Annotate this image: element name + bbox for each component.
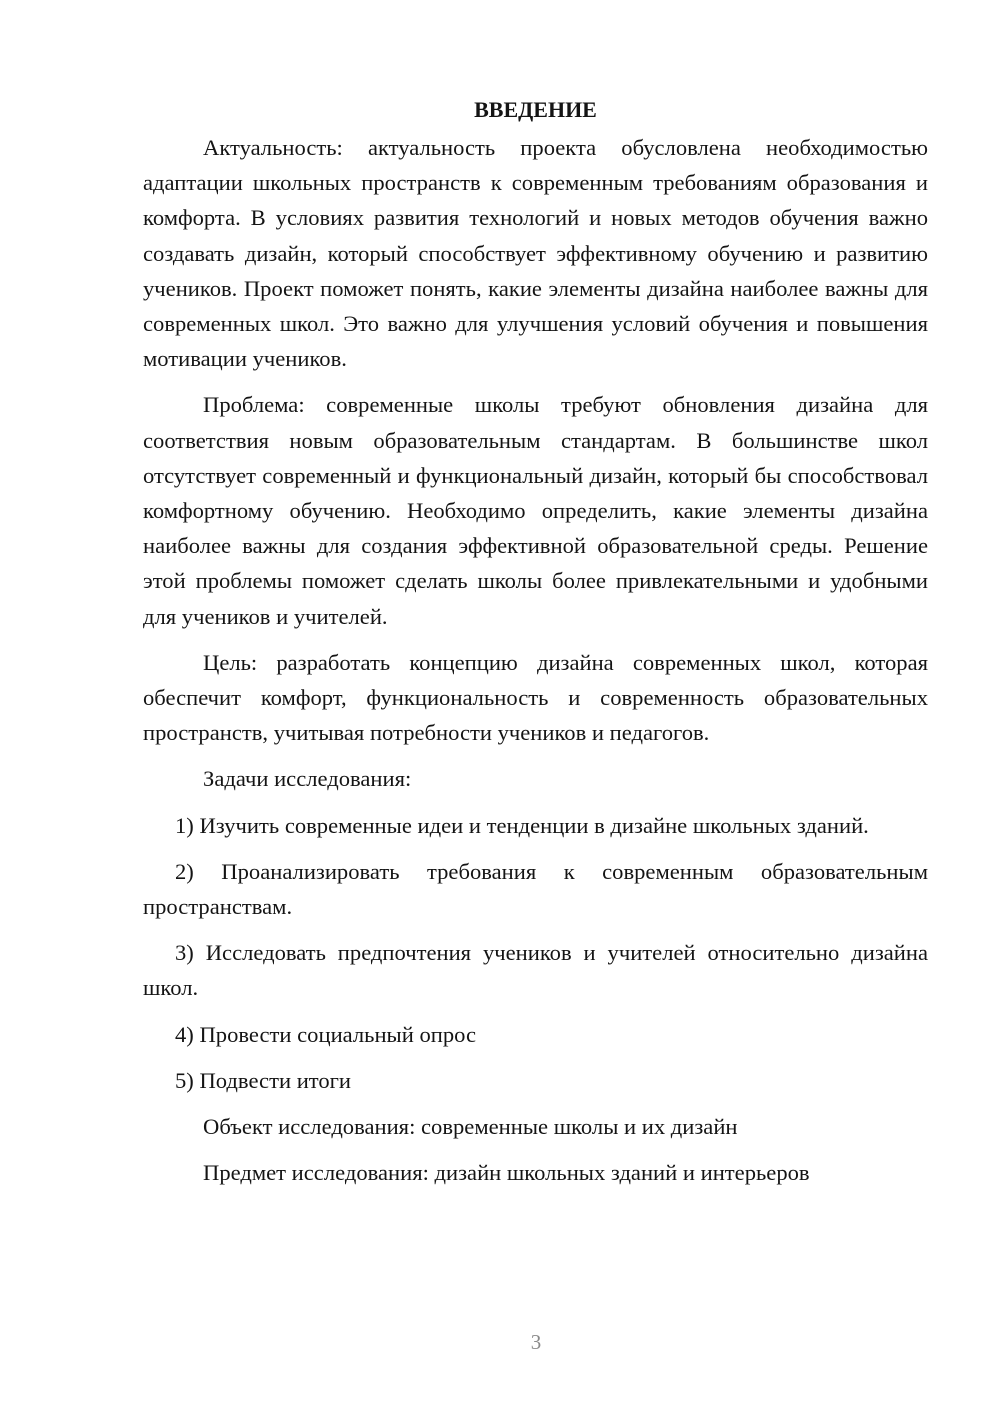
page-number: 3 bbox=[530, 1330, 542, 1354]
task-item-1: 1) Изучить современные идеи и тенденции в дизайне школьных зданий. bbox=[175, 812, 869, 838]
research-object: Объект исследования: современные школы и их дизайн bbox=[203, 1114, 738, 1140]
task-item-5: 5) Подвести итоги bbox=[175, 1067, 352, 1093]
tasks-title: Задачи исследования: bbox=[203, 766, 412, 792]
task-item-3: 3) Исследовать предпочтения учеников и учителей относительно дизайна школ. bbox=[143, 940, 928, 1001]
goal-paragraph: Цель: разработать концепцию дизайна современных школ, которая обеспечит комфорт, функциональность и современность образовательных пространств, учитывая потребности учеников и педагогов. bbox=[143, 649, 928, 746]
page-content bbox=[143, 94, 928, 1201]
page-title: ВВЕДЕНИЕ bbox=[474, 97, 597, 122]
research-subject: Предмет исследования: дизайн школьных зданий и интерьеров bbox=[203, 1160, 810, 1186]
relevance-paragraph: Актуальность: актуальность проекта обусловлена необходимостью адаптации школьных пространств к современным требованиям образования и комфорта. В условиях развития технологий и новых методов обучения важно создавать дизайн, который способствует эффективному обучению и развитию учеников. Проект поможет понять, какие элементы дизайна наиболее важны для современных школ. Это важно для улучшения условий обучения и повышения мотивации учеников. bbox=[143, 135, 928, 372]
task-item-4: 4) Провести социальный опрос bbox=[175, 1021, 477, 1047]
task-item-2: 2) Проанализировать требования к современным образовательным пространствам. bbox=[143, 858, 928, 920]
problem-paragraph: Проблема: современные школы требуют обновления дизайна для соответствия новым образовательным стандартам. В большинстве школ отсутствует современный и функциональный дизайн, который бы способствовал комфортному обучению. Необходимо определить, какие элементы дизайна наиболее важны для создания эффективной образовательной среды. Решение этой проблемы поможет сделать школы более привлекательными и удобными для учеников и учителей. bbox=[143, 392, 928, 629]
